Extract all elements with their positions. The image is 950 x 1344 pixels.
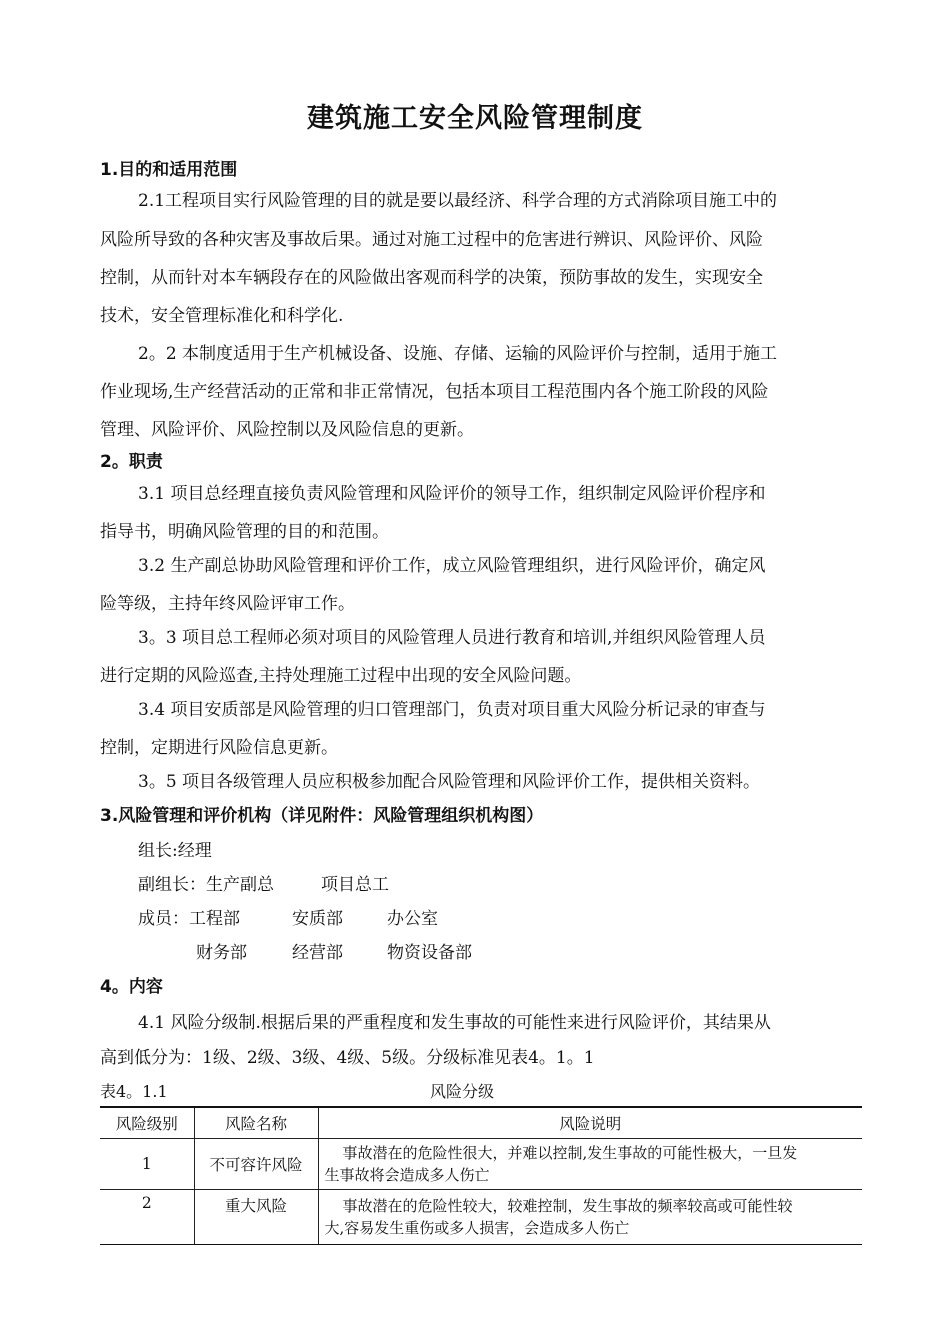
risk-desc-line: 大,容易发生重伤或多人损害，会造成多人伤亡 [324, 1219, 630, 1237]
paragraph-line: 3.2 生产副总协助风险管理和评价工作，成立风险管理组织，进行风险评价，确定风 [138, 556, 766, 576]
risk-level-cell: 1 [100, 1139, 194, 1190]
table-header-cell: 风险说明 [318, 1107, 862, 1139]
paragraph-line: 进行定期的风险巡查,主持处理施工过程中出现的安全风险问题。 [100, 666, 582, 686]
paragraph-line: 技术，安全管理标准化和科学化. [100, 306, 344, 326]
org-member: 物资设备部 [387, 943, 472, 963]
paragraph-line: 高到低分为：1级、2级、3级、4级、5级。分级标准见表4。1。1 [100, 1048, 595, 1068]
risk-name-cell: 不可容许风险 [194, 1139, 318, 1190]
risk-desc-cell [318, 1190, 862, 1245]
risk-name-cell: 重大风险 [194, 1190, 318, 1245]
paragraph-line: 4.1 风险分级制.根据后果的严重程度和发生事故的可能性来进行风险评价，其结果从 [138, 1013, 771, 1033]
table-header-cell: 风险名称 [194, 1107, 318, 1139]
risk-level-table [100, 1106, 862, 1245]
paragraph-line: 3.1 项目总经理直接负责风险管理和风险评价的领导工作，组织制定风险评价程序和 [138, 484, 766, 504]
paragraph-line: 3。5 项目各级管理人员应积极参加配合风险管理和风险评价工作，提供相关资料。 [138, 772, 761, 792]
paragraph-line: 控制，从而针对本车辆段存在的风险做出客观而科学的决策，预防事故的发生，实现安全 [100, 268, 763, 288]
org-member: 经营部 [292, 943, 343, 963]
paragraph-line: 2。2 本制度适用于生产机械设备、设施、存储、运输的风险评价与控制，适用于施工 [138, 344, 778, 364]
table-header-cell: 风险级别 [100, 1107, 194, 1139]
risk-desc-line: 生事故将会造成多人伤亡 [324, 1166, 490, 1184]
paragraph-line: 险等级，主持年终风险评审工作。 [100, 594, 355, 614]
paragraph-line: 3。3 项目总工程师必须对项目的风险管理人员进行教育和培训,并组织风险管理人员 [138, 628, 766, 648]
paragraph-line: 3.4 项目安质部是风险管理的归口管理部门，负责对项目重大风险分析记录的审查与 [138, 700, 766, 720]
table-caption: 风险分级 [430, 1082, 495, 1101]
paragraph-line: 作业现场,生产经营活动的正常和非正常情况，包括本项目工程范围内各个施工阶段的风险 [100, 382, 769, 402]
paragraph-line: 管理、风险评价、风险控制以及风险信息的更新。 [100, 420, 474, 440]
risk-desc-line: 事故潜在的危险性较大，较难控制，发生事故的频率较高或可能性较 [342, 1197, 793, 1215]
paragraph-line: 2.1工程项目实行风险管理的目的就是要以最经济、科学合理的方式消除项目施工中的 [138, 191, 778, 211]
org-member: 安质部 [292, 909, 343, 929]
section-3-heading: 3.风险管理和评价机构（详见附件：风险管理组织机构图） [100, 806, 544, 826]
org-member: 财务部 [196, 943, 247, 963]
org-members-label: 成员：工程部 [138, 909, 240, 929]
org-deputy-label: 副组长：生产副总 [138, 875, 274, 895]
risk-level-cell: 2 [100, 1190, 194, 1245]
table-label: 表4。1.1 [100, 1082, 168, 1101]
paragraph-line: 指导书，明确风险管理的目的和范围。 [100, 522, 389, 542]
org-leader: 组长:经理 [138, 841, 212, 861]
table-header-row [100, 1107, 862, 1139]
risk-desc-line: 事故潜在的危险性很大，并难以控制,发生事故的可能性极大，一旦发 [342, 1144, 798, 1162]
paragraph-line: 控制，定期进行风险信息更新。 [100, 738, 338, 758]
org-deputy-2: 项目总工 [321, 875, 389, 895]
section-1-heading: 1.目的和适用范围 [100, 160, 238, 180]
paragraph-line: 风险所导致的各种灾害及事故后果。通过对施工过程中的危害进行辨识、风险评价、风险 [100, 230, 763, 250]
table-row [100, 1139, 862, 1190]
section-4-heading: 4。内容 [100, 977, 163, 997]
section-2-heading: 2。职责 [100, 452, 163, 472]
risk-desc-cell [318, 1139, 862, 1190]
table-row [100, 1190, 862, 1245]
document-title: 建筑施工安全风险管理制度 [307, 103, 643, 134]
org-member: 办公室 [387, 909, 438, 929]
